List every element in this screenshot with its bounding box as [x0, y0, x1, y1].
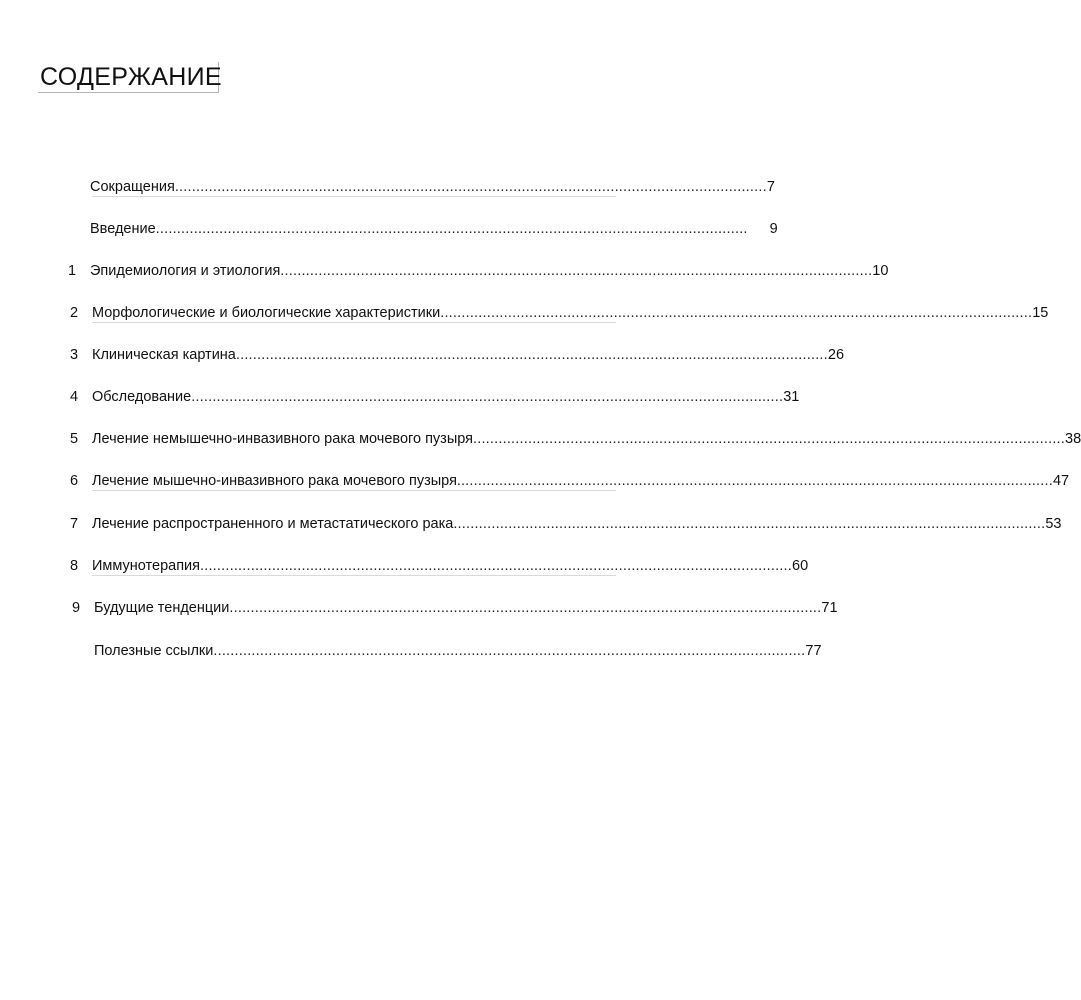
toc-leader: ............................................................................................................................................	[229, 600, 822, 616]
toc-entry-label: Лечение распространенного и метастатического рака	[92, 516, 454, 532]
toc-entry-label: Клиническая картина	[92, 347, 236, 363]
toc-entry[interactable]	[70, 386, 800, 408]
divider	[92, 490, 616, 491]
toc-entry-page: 60	[792, 558, 809, 574]
divider	[92, 322, 616, 323]
toc-leader: ............................................................................................................................................	[453, 516, 1046, 532]
toc-entry[interactable]	[90, 218, 778, 240]
toc-entry-label: Сокращения	[90, 179, 175, 195]
toc-leader: ............................................................................................................................................	[235, 347, 828, 363]
toc-entry[interactable]	[70, 513, 1062, 535]
toc-entry-page: 31	[783, 389, 800, 405]
toc-entry-label: Обследование	[92, 389, 192, 405]
toc-entry-label: Полезные ссылки	[94, 643, 214, 659]
page-title: СОДЕРЖАНИЕ	[40, 63, 222, 91]
toc-leader: ............................................................................................................................................	[460, 473, 1053, 489]
toc-entry[interactable]	[70, 302, 1049, 324]
toc-entry[interactable]	[70, 344, 845, 366]
toc-leader: ............................................................................................................................................	[440, 305, 1033, 321]
toc-entry[interactable]	[70, 555, 809, 577]
toc-entry-number: 8	[70, 558, 79, 574]
toc-entry-label: Иммунотерапия	[92, 558, 200, 574]
toc-leader: ............................................................................................................................................	[280, 263, 873, 279]
toc-leader: ............................................................................................................................................	[213, 643, 806, 659]
toc-entry-page: 15	[1032, 305, 1049, 321]
toc-entry-label: Лечение немышечно-инвазивного рака мочевого пузыря	[92, 431, 473, 447]
toc-entry-label: Лечение мышечно-инвазивного рака мочевого пузыря.	[92, 473, 461, 489]
toc-leader: ............................................................................................................................................	[174, 179, 767, 195]
divider	[92, 196, 616, 197]
toc-entry-number: 5	[70, 431, 79, 447]
toc-entry[interactable]	[90, 176, 775, 198]
toc-entry-page: 10	[872, 263, 889, 279]
toc-entry-number: 1	[68, 263, 77, 279]
toc-entry-number: 6	[70, 473, 79, 489]
toc-entry-label: Эпидемиология и этиология	[90, 263, 281, 279]
toc-entry-label: Морфологические и биологические характеристики	[92, 305, 441, 321]
toc-entry[interactable]	[70, 428, 1081, 450]
toc-leader: ............................................................................................................................................	[473, 431, 1065, 447]
toc-entry-page: 9	[769, 221, 778, 237]
toc-leader: ............................................................................................................................................	[191, 389, 784, 405]
divider	[92, 575, 616, 576]
toc-entry-number: 4	[70, 389, 79, 405]
toc-leader: ............................................................................................................................................	[155, 221, 748, 237]
toc-leader: ............................................................................................................................................	[200, 558, 792, 574]
toc-entry-page: 47	[1052, 473, 1070, 489]
toc-entry-page: 53	[1045, 516, 1062, 532]
toc-entry-page: 7	[766, 179, 775, 195]
toc-entry[interactable]	[94, 640, 822, 662]
toc-entry-number: 3	[70, 347, 79, 363]
toc-entry[interactable]	[70, 470, 1070, 492]
toc-entry[interactable]	[68, 260, 889, 282]
toc-entry-number: 7	[70, 516, 79, 532]
toc-entry[interactable]	[72, 597, 838, 619]
toc-entry-page: 38	[1065, 431, 1081, 447]
toc-entry-page: 71	[821, 600, 838, 616]
toc-entry-page: 26	[827, 347, 845, 363]
toc-entry-page: 77	[805, 643, 822, 659]
toc-entry-number: 9	[72, 600, 81, 616]
toc-entry-label: Введение	[90, 221, 156, 237]
toc-entry-number: 2	[70, 305, 79, 321]
toc-entry-label: Будущие тенденции	[94, 600, 230, 616]
